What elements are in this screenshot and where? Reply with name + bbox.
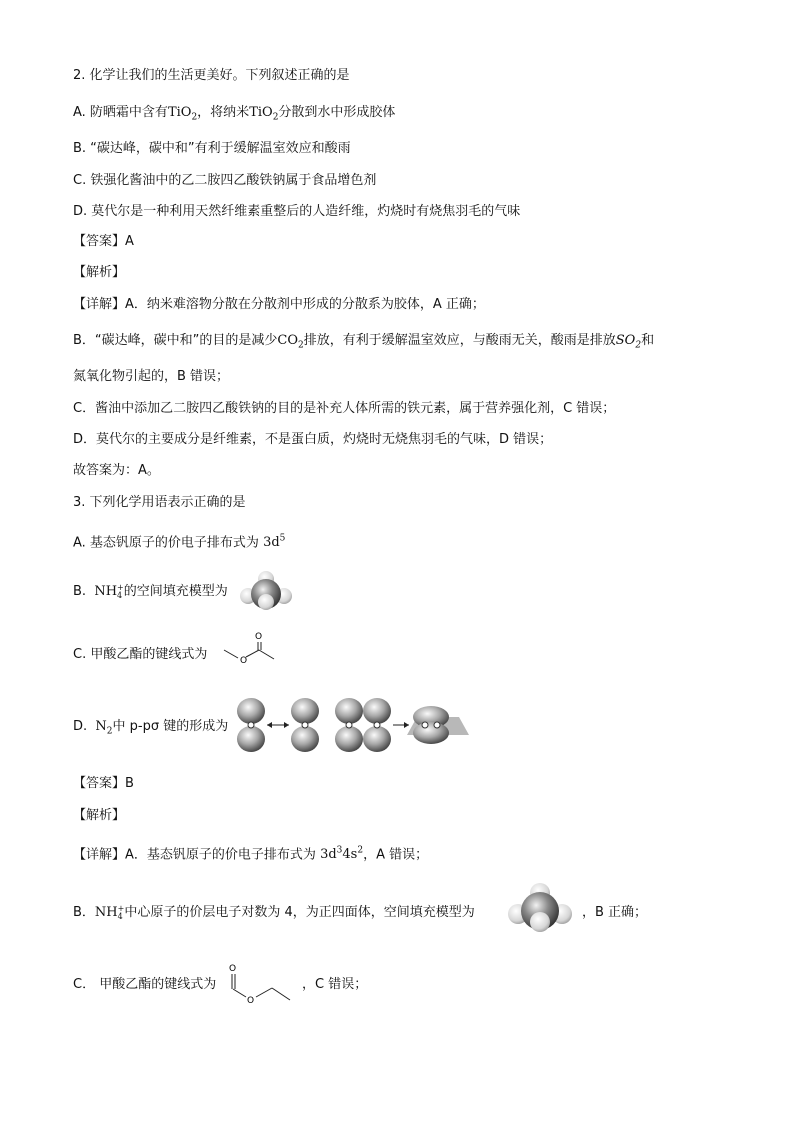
q2-explain-b: B．“碳达峰，碳中和”的目的是减少$CO_2$排放，有利于缓解温室效应，与酸雨无关，酸雨是排放$SO_2$和 [73,333,655,351]
p-orbital-overlap [407,706,469,744]
co2-formula: $CO_2$ [277,333,304,351]
p-orbital-2 [291,698,319,752]
q2-explain-b-cont: 氮氧化物引起的，B 错误； [73,369,230,384]
p-orbital-pair-approaching [335,698,391,752]
vanadium-config-correct: $3d^34s^2$ [320,846,364,863]
q3-analysis-tag: 【解析】 [73,808,126,823]
vanadium-config: $3d^5$ [263,534,286,551]
q2-explain-c: C．酱油中添加乙二胺四乙酸铁钠的目的是补充人体所需的铁元素，属于营养强化剂，C 错误； [73,401,616,416]
n2-formula: $N_2$ [95,719,113,737]
svg-text:O: O [240,656,248,666]
q3-explain-c-post: ，C 错误； [302,977,368,992]
q2-analysis-tag: 【解析】 [73,265,126,280]
p-orbital-1 [237,698,265,752]
q3-stem: 3. 下列化学用语表示正确的是 [73,495,246,510]
svg-text:O: O [255,632,263,642]
q2-explain-a: 【详解】A．纳米难溶物分散在分散剂中形成的分散系为胶体，A 正确； [73,297,485,312]
q2-option-d: D. 莫代尔是一种利用天然纤维素重整后的人造纤维，灼烧时有烧焦羽毛的气味 [73,204,521,219]
ethyl-formate-skeletal-large [226,960,298,1008]
q2-conclusion: 故答案为：A。 [73,463,160,478]
svg-text:O: O [247,996,255,1006]
q3-explain-b-post: ，B 正确； [582,905,648,920]
q3-option-b: B. NH + 4 的空间填充模型为 [73,582,228,600]
q2-answer: 【答案】A [73,234,134,249]
p-p-sigma-bond-formation-diagram [233,697,469,753]
q3-option-c: C. 甲酸乙酯的键线式为 [73,647,208,662]
q3-answer: 【答案】B [73,776,134,791]
q2-explain-d: D．莫代尔的主要成分是纤维素，不是蛋白质，灼烧时无烧焦羽毛的气味，D 错误； [73,432,553,447]
q2-option-b: B. “碳达峰，碳中和”有利于缓解温室效应和酸雨 [73,141,351,156]
q3-option-d: D. $N_2$中 p-pσ 键的形成为 [73,719,229,737]
tio2-formula: TiO$_2$ [167,105,198,123]
q2-stem: 2. 化学让我们的生活更美好。下列叙述正确的是 [73,68,350,83]
q3-explain-c: C． 甲酸乙酯的键线式为 [73,977,217,992]
ammonium-formula: NH + 4 [94,903,125,921]
q2-option-c: C. 铁强化酱油中的乙二胺四乙酸铁钠属于食品增色剂 [73,173,377,188]
ammonium-formula: NH + 4 [94,582,124,600]
q3-explain-b: B．NH + 4 中心原子的价层电子对数为 4，为正四面体，空间填充模型为 [73,903,475,921]
q3-option-a: A. 基态钒原子的价电子排布式为 $3d^5$ [73,534,286,551]
svg-text:O: O [229,964,237,974]
ethyl-formate-skeletal-small [218,628,278,664]
ammonium-space-filling-model-small [240,570,292,614]
q2-option-a: A. 防晒霜中含有TiO$_2$，将纳米TiO$_2$分散到水中形成胶体 [73,105,396,123]
q3-explain-a: 【详解】A．基态钒原子的价电子排布式为 $3d^34s^2$，A 错误； [73,846,429,863]
tio2-formula: TiO$_2$ [249,105,279,123]
ammonium-space-filling-model-large [508,882,572,938]
so2-formula: $SO_2$ [615,333,642,351]
q2-option-a-pre: A. 防晒霜中含有 [73,105,168,120]
